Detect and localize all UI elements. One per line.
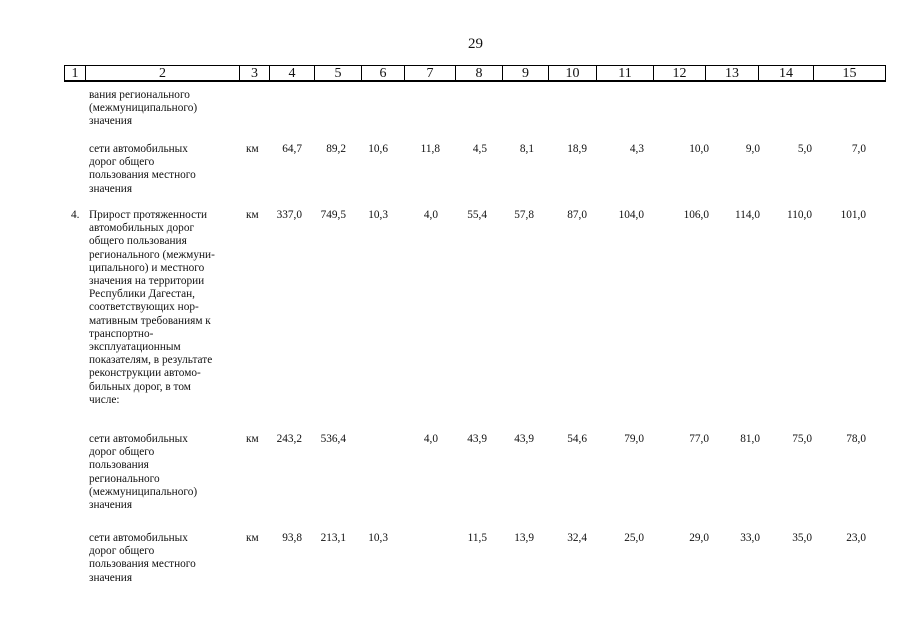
unit-cell: км xyxy=(246,532,259,544)
column-header: 14 xyxy=(758,66,813,80)
value-cell: 5,0 xyxy=(797,143,812,155)
row-description: сети автомобильных дорог общего пользования местного значения xyxy=(89,532,196,584)
value-cell: 114,0 xyxy=(735,209,760,221)
value-cell: 77,0 xyxy=(689,433,709,445)
unit-cell: км xyxy=(246,209,259,221)
value-cell: 4,0 xyxy=(423,433,438,445)
column-header: 9 xyxy=(502,66,548,80)
unit-cell: км xyxy=(246,143,259,155)
value-cell: 75,0 xyxy=(792,433,812,445)
value-cell: 43,9 xyxy=(514,433,534,445)
value-cell: 106,0 xyxy=(683,209,709,221)
column-header: 12 xyxy=(653,66,705,80)
value-cell: 213,1 xyxy=(320,532,346,544)
value-cell: 54,6 xyxy=(567,433,587,445)
column-header: 5 xyxy=(314,66,361,80)
value-cell: 11,8 xyxy=(420,143,440,155)
value-cell: 10,3 xyxy=(368,532,388,544)
value-cell: 89,2 xyxy=(326,143,346,155)
table-header xyxy=(64,65,886,82)
column-header: 6 xyxy=(361,66,404,80)
column-header: 3 xyxy=(239,66,269,80)
column-header: 10 xyxy=(548,66,596,80)
value-cell: 64,7 xyxy=(282,143,302,155)
column-header: 15 xyxy=(813,66,885,80)
row-description: сети автомобильных дорог общего пользования регионального (межмуниципального) значения xyxy=(89,433,198,512)
value-cell: 104,0 xyxy=(618,209,644,221)
value-cell: 11,5 xyxy=(467,532,487,544)
value-cell: 32,4 xyxy=(567,532,587,544)
value-cell: 10,6 xyxy=(368,143,388,155)
row-number: 4. xyxy=(71,209,80,221)
value-cell: 33,0 xyxy=(740,532,760,544)
value-cell: 4,0 xyxy=(423,209,438,221)
value-cell: 4,3 xyxy=(629,143,644,155)
value-cell: 25,0 xyxy=(624,532,644,544)
value-cell: 243,2 xyxy=(276,433,302,445)
value-cell: 55,4 xyxy=(467,209,487,221)
value-cell: 35,0 xyxy=(792,532,812,544)
value-cell: 43,9 xyxy=(467,433,487,445)
value-cell: 93,8 xyxy=(282,532,302,544)
value-cell: 101,0 xyxy=(840,209,866,221)
column-header: 1 xyxy=(71,66,79,81)
value-cell: 536,4 xyxy=(320,433,346,445)
column-header: 4 xyxy=(269,66,314,80)
value-cell: 9,0 xyxy=(745,143,760,155)
value-cell: 10,0 xyxy=(689,143,709,155)
column-header: 13 xyxy=(705,66,758,80)
value-cell: 749,5 xyxy=(320,209,346,221)
value-cell: 87,0 xyxy=(567,209,587,221)
page-number: 29 xyxy=(468,36,483,52)
value-cell: 57,8 xyxy=(514,209,534,221)
column-header: 11 xyxy=(596,66,653,80)
value-cell: 13,9 xyxy=(514,532,534,544)
row-description: вания регионального (межмуниципального) значения xyxy=(89,89,198,128)
value-cell: 78,0 xyxy=(846,433,866,445)
value-cell: 81,0 xyxy=(740,433,760,445)
row-description: Прирост протяженности автомобильных дорог общего пользования регионального (межмуни- ципального) и местного значения на территории Республики Дагестан, соответствующих нор- мативным требованиям к транспортно- эксплуатационным показателям, в результате реконструкции автомо- бильных дорог, в том числе: xyxy=(89,209,215,406)
value-cell: 110,0 xyxy=(787,209,812,221)
value-cell: 337,0 xyxy=(276,209,302,221)
value-cell: 79,0 xyxy=(624,433,644,445)
column-header: 8 xyxy=(455,66,502,80)
value-cell: 4,5 xyxy=(472,143,487,155)
value-cell: 29,0 xyxy=(689,532,709,544)
value-cell: 23,0 xyxy=(846,532,866,544)
value-cell: 8,1 xyxy=(519,143,534,155)
column-header: 7 xyxy=(404,66,455,80)
column-header: 2 xyxy=(85,66,239,80)
row-description: сети автомобильных дорог общего пользования местного значения xyxy=(89,143,196,195)
value-cell: 10,3 xyxy=(368,209,388,221)
unit-cell: км xyxy=(246,433,259,445)
value-cell: 7,0 xyxy=(851,143,866,155)
value-cell: 18,9 xyxy=(567,143,587,155)
